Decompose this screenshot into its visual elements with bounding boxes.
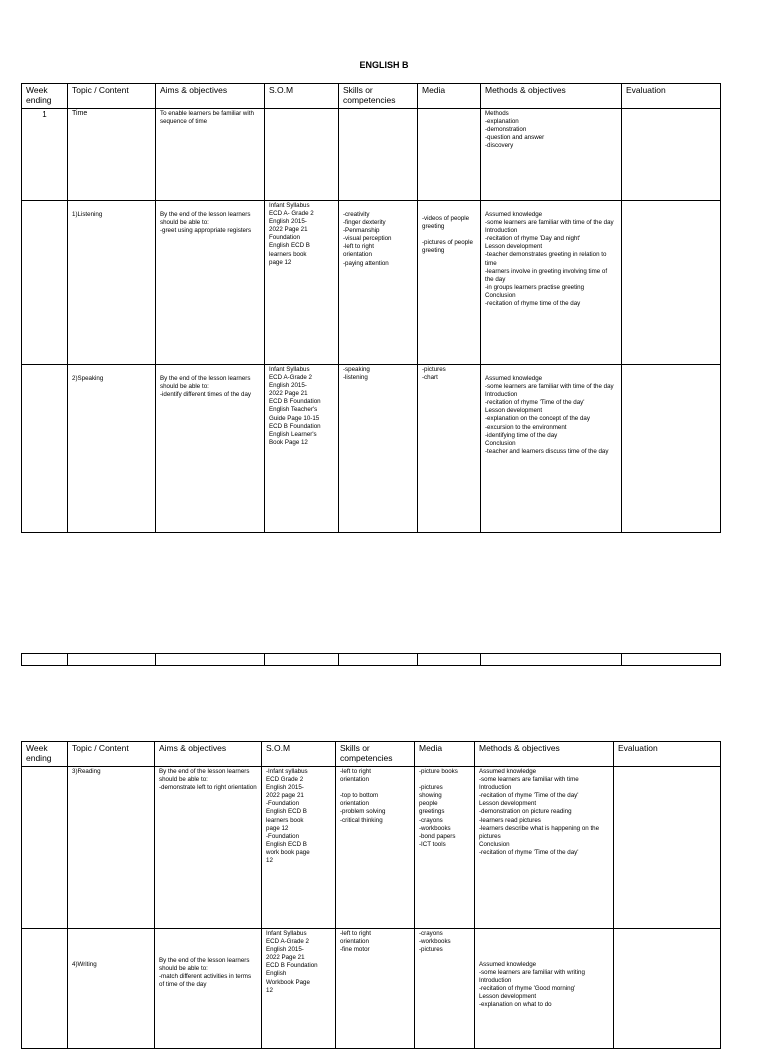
empty-cell <box>339 654 418 666</box>
topic-cell: 1)Listening <box>68 201 156 365</box>
skills-cell: -speaking -listening <box>339 365 418 533</box>
table-row <box>22 654 721 666</box>
topic-cell: 4)Writing <box>68 929 155 1049</box>
skills-cell <box>339 109 418 201</box>
header-skills: Skills or competencies <box>336 742 415 767</box>
lesson-plan-table-1 <box>21 83 721 533</box>
evaluation-cell <box>622 201 721 365</box>
media-cell: -pictures -chart <box>418 365 481 533</box>
media-cell <box>418 109 481 201</box>
table-row <box>22 929 721 1049</box>
aims-cell: By the end of the lesson learners should be able to: -match different activities in terms of time of the day <box>155 929 262 1049</box>
table-row <box>22 767 721 929</box>
header-methods: Methods & objectives <box>475 742 614 767</box>
lesson-plan-table-2 <box>21 741 721 1049</box>
media-cell: -videos of people greeting -pictures of people greeting <box>418 201 481 365</box>
evaluation-cell <box>622 109 721 201</box>
empty-cell <box>622 654 721 666</box>
header-evaluation: Evaluation <box>614 742 721 767</box>
aims-cell: By the end of the lesson learners should be able to: -identify different times of the day <box>156 365 265 533</box>
empty-cell <box>481 654 622 666</box>
skills-cell: -creativity -finger dexterity -Penmanship -visual perception -left to right orientation -paying attention <box>339 201 418 365</box>
header-media: Media <box>415 742 475 767</box>
week-cell <box>22 365 68 533</box>
table-row <box>22 365 721 533</box>
evaluation-cell <box>614 767 721 929</box>
header-aims: Aims & objectives <box>155 742 262 767</box>
aims-cell: By the end of the lesson learners should be able to: -demonstrate left to right orientation <box>155 767 262 929</box>
document-title: ENGLISH B <box>359 60 409 70</box>
header-row <box>22 742 721 767</box>
methods-cell: Assumed knowledge -some learners are familiar with time of the day Introduction -recitation of rhyme 'Day and night' Lesson development -teacher demonstrates greeting in relation to time -learners involve in greeting involving time of the day -in groups learners practise greeting Conclusion -recitation of rhyme time of the day <box>481 201 622 365</box>
header-som: S.O.M <box>265 84 339 109</box>
week-cell: 1 <box>22 109 68 201</box>
som-cell: Infant Syllabus ECD A-Grade 2 English 2015- 2022 Page 21 ECD B Foundation English Teacher's Guide Page 10-15 ECD B Foundation English Learner's Book Page 12 <box>265 365 339 533</box>
methods-cell: Assumed knowledge -some learners are familiar with time Introduction -recitation of rhyme 'Time of the day' Lesson development -demonstration on picture reading -learners read pictures -learners describe what is happening on the pictures Conclusion -recitation of rhyme 'Time of the day' <box>475 767 614 929</box>
header-skills: Skills or competencies <box>339 84 418 109</box>
header-week: Week ending <box>22 84 68 109</box>
header-topic: Topic / Content <box>68 84 156 109</box>
table-row <box>22 109 721 201</box>
som-cell: Infant Syllabus ECD A-Grade 2 English 2015- 2022 Page 21 ECD B Foundation English Workbook Page 12 <box>262 929 336 1049</box>
table-row <box>22 201 721 365</box>
empty-cell <box>418 654 481 666</box>
methods-cell: Assumed knowledge -some learners are familiar with time of the day Introduction -recitation of rhyme 'Time of the day' Lesson development -explanation on the concept of the day -excursion to the environment -identifying time of the day Conclusion -teacher and learners discuss time of the day <box>481 365 622 533</box>
header-evaluation: Evaluation <box>622 84 721 109</box>
header-week: Week ending <box>22 742 68 767</box>
skills-cell: -left to right orientation -fine motor <box>336 929 415 1049</box>
week-cell <box>22 929 68 1049</box>
header-row <box>22 84 721 109</box>
lesson-plan-table-continuation <box>21 653 721 666</box>
media-cell: -crayons -workbooks -pictures <box>415 929 475 1049</box>
aims-cell: To enable learners be familiar with sequence of time <box>156 109 265 201</box>
header-topic: Topic / Content <box>68 742 155 767</box>
som-cell: Infant Syllabus ECD A- Grade 2 English 2015- 2022 Page 21 Foundation English ECD B learners book page 12 <box>265 201 339 365</box>
som-cell <box>265 109 339 201</box>
evaluation-cell <box>614 929 721 1049</box>
methods-cell: Assumed knowledge -some learners are familiar with writing Introduction -recitation of rhyme 'Good morning' Lesson development -explanation on what to do <box>475 929 614 1049</box>
week-cell <box>22 767 68 929</box>
header-som: S.O.M <box>262 742 336 767</box>
empty-cell <box>265 654 339 666</box>
empty-cell <box>68 654 156 666</box>
topic-cell: 3)Reading <box>68 767 155 929</box>
header-methods: Methods & objectives <box>481 84 622 109</box>
empty-cell <box>22 654 68 666</box>
week-cell <box>22 201 68 365</box>
topic-cell: 2)Speaking <box>68 365 156 533</box>
aims-cell: By the end of the lesson learners should be able to: -greet using appropriate registers <box>156 201 265 365</box>
header-media: Media <box>418 84 481 109</box>
media-cell: -picture books -pictures showing people greetings -crayons -workbooks -bond papers -ICT tools <box>415 767 475 929</box>
som-cell: -Infant syllabus ECD Grade 2 English 2015- 2022 page 21 -Foundation English ECD B learners book page 12 -Foundation English ECD B work book page 12 <box>262 767 336 929</box>
empty-cell <box>156 654 265 666</box>
methods-cell: Methods -explanation -demonstration -question and answer -discovery <box>481 109 622 201</box>
skills-cell: -left to right orientation -top to bottom orientation -problem solving -critical thinking <box>336 767 415 929</box>
topic-cell: Time <box>68 109 156 201</box>
evaluation-cell <box>622 365 721 533</box>
header-aims: Aims & objectives <box>156 84 265 109</box>
